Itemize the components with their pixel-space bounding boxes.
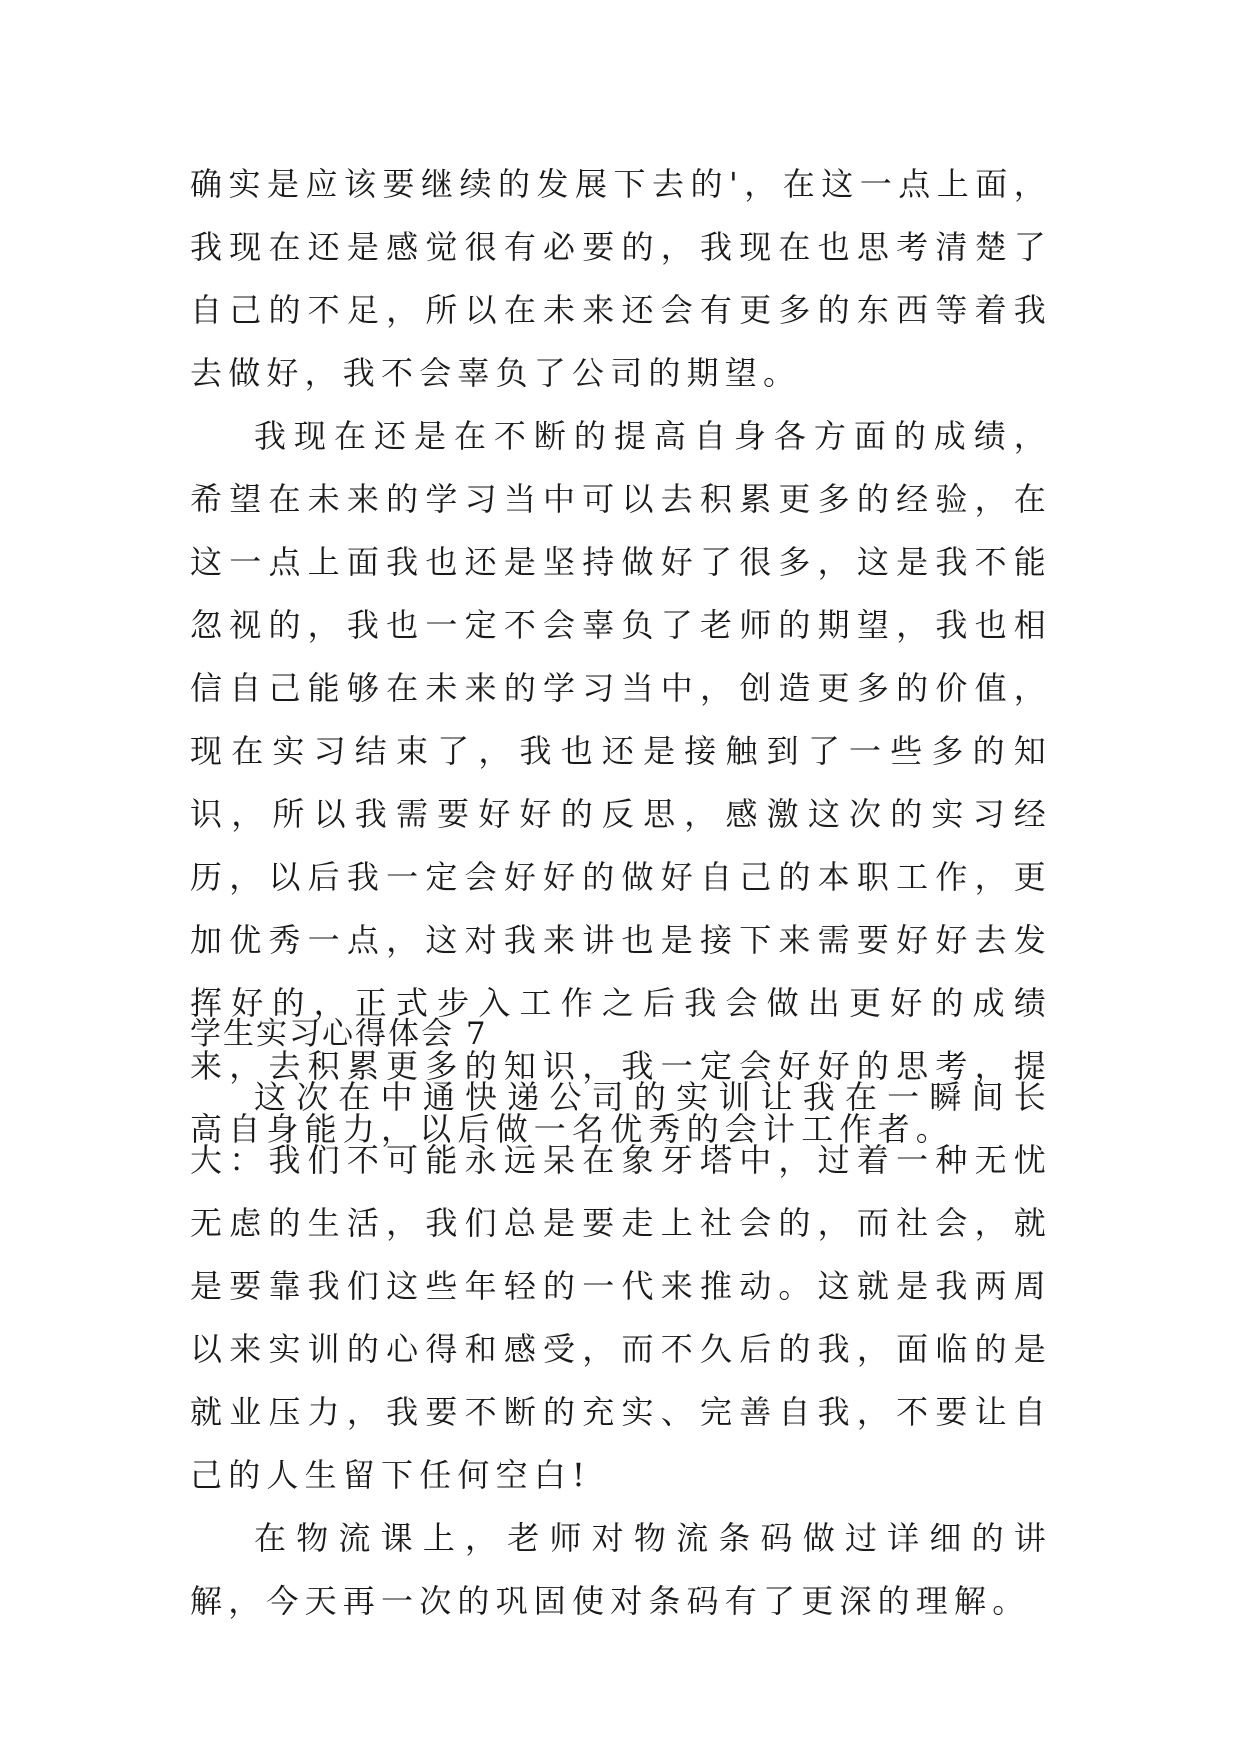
paragraph-barcode: 在物流课上，老师对物流条码做过详细的讲解，今天再一次的巩固使对条码有了更深的理解。 <box>190 1519 1052 1620</box>
paragraph-reflection: 我现在还是在不断的提高自身各方面的成绩，希望在未来的学习当中可以去积累更多的经验，在这一点上面我也还是坚持做好了很多，这是我不能忽视的，我也一定不会辜负了老师的期望，我也相信自己能够在未来的学习当中，创造更多的价值，现在实习结束了，我也还是接触到了一些多的知识，所以我需要好好的反思，感激这次的实习经历，以后我一定会好好的做好自己的本职工作，更加优秀一点，这对我来讲也是接下来需要好好去发挥好的，正式步入工作之后我会做出更好的成绩来，去积累更多的知识，我一定会好好的思考，提高自身能力，以后做一名优秀的会计工作者。 <box>190 417 1052 1148</box>
paragraph-continuation: 确实是应该要继续的发展下去的'，在这一点上面，我现在还是感觉很有必要的，我现在也思考清楚了自己的不足，所以在未来还会有更多的东西等着我去做好，我不会辜负了公司的期望。 <box>190 165 1052 392</box>
section-title: 学生实习心得体会 7 <box>190 1016 488 1052</box>
text-section-bottom <box>190 1003 1052 1633</box>
paragraph-training: 这次在中通快递公司的实训让我在一瞬间长大：我们不可能永远呆在象牙塔中，过着一种无忧无虑的生活，我们总是要走上社会的，而社会，就是要靠我们这些年轻的一代来推动。这就是我两周以来实训的心得和感受，而不久后的我，面临的是就业压力，我要不断的充实、完善自我，不要让自己的人生留下任何空白! <box>190 1078 1052 1494</box>
